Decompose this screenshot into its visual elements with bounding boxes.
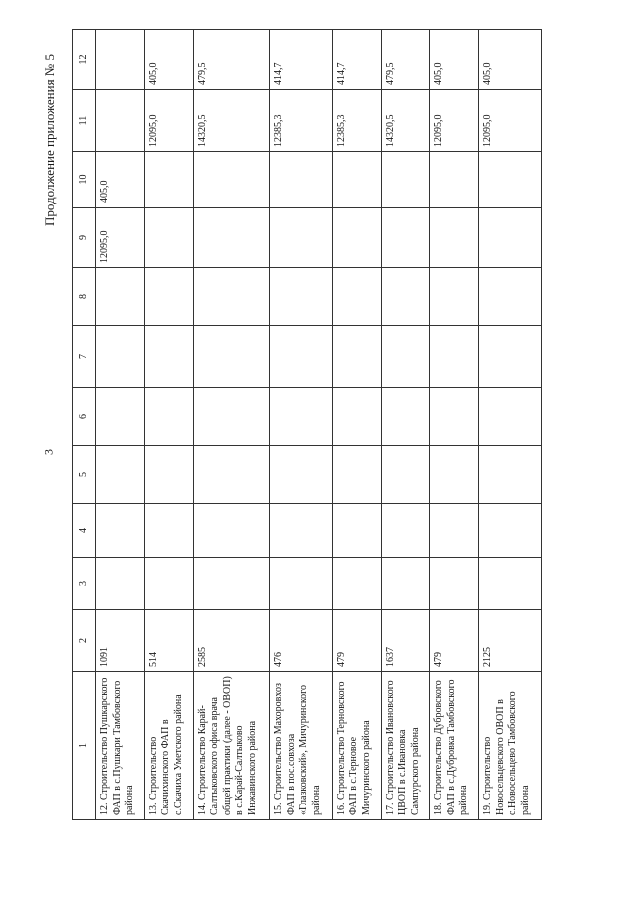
column-header: 10 <box>73 152 96 208</box>
table-cell <box>96 504 145 558</box>
table-row <box>144 30 193 820</box>
table-cell <box>193 326 269 388</box>
table-cell: 2585 <box>193 610 269 672</box>
table-cell <box>270 388 333 446</box>
table-cell: 12095,0 <box>144 90 193 152</box>
column-header: 1 <box>73 672 96 820</box>
table-cell <box>332 208 381 268</box>
table-cell <box>144 504 193 558</box>
table-row <box>270 30 333 820</box>
table-cell <box>332 504 381 558</box>
table-cell <box>96 30 145 90</box>
table-cell: 479,5 <box>193 30 269 90</box>
project-name-cell: 15. Строительство Махоровхоз ФАП в пос.совхоза «Глазковский», Мичуринского района <box>270 672 333 820</box>
table-cell <box>193 268 269 326</box>
appendix-caption: Продолжение приложения № 5 <box>42 54 57 226</box>
table-cell <box>332 388 381 446</box>
table-cell: 405,0 <box>479 30 542 90</box>
column-header: 4 <box>73 504 96 558</box>
table-cell <box>193 446 269 504</box>
table-cell <box>270 208 333 268</box>
column-header: 2 <box>73 610 96 672</box>
project-name-cell: 12. Строительство Пушкарского ФАП в с.Пушкари Тамбовского района <box>96 672 145 820</box>
table-cell <box>381 446 430 504</box>
table-cell <box>381 208 430 268</box>
rotated-table-wrapper <box>72 30 542 820</box>
table-cell <box>270 504 333 558</box>
table-cell: 14320,5 <box>193 90 269 152</box>
table-row <box>332 30 381 820</box>
project-name-cell: 13. Строительство Скачихинского ФАП в с.Скачиха Уметского района <box>144 672 193 820</box>
table-cell <box>96 326 145 388</box>
table-cell <box>430 326 479 388</box>
table-cell <box>332 268 381 326</box>
table-cell <box>479 268 542 326</box>
table-cell <box>430 558 479 610</box>
table-cell: 414,7 <box>332 30 381 90</box>
table-cell <box>270 268 333 326</box>
table-row <box>430 30 479 820</box>
table-cell <box>332 326 381 388</box>
table-row <box>193 30 269 820</box>
table-cell: 2125 <box>479 610 542 672</box>
column-header: 7 <box>73 326 96 388</box>
table-cell <box>270 446 333 504</box>
column-header: 11 <box>73 90 96 152</box>
table-cell <box>430 208 479 268</box>
table-cell <box>479 558 542 610</box>
table-cell <box>193 152 269 208</box>
table-cell <box>381 504 430 558</box>
table-cell <box>430 504 479 558</box>
table-cell: 405,0 <box>96 152 145 208</box>
table-cell <box>479 446 542 504</box>
table-cell <box>193 388 269 446</box>
table-cell: 405,0 <box>144 30 193 90</box>
table-cell: 12095,0 <box>96 208 145 268</box>
column-header: 8 <box>73 268 96 326</box>
project-name-cell: 14. Строительство Карай-Салтыковского офиса врача общей практики (далее - ОВОП) в с.Карай-Салтыково Инжавинского района <box>193 672 269 820</box>
table-cell <box>144 388 193 446</box>
table-cell: 479 <box>430 610 479 672</box>
table-cell: 514 <box>144 610 193 672</box>
table-cell <box>381 326 430 388</box>
table-row <box>96 30 145 820</box>
appendix-table <box>72 29 542 820</box>
column-header: 6 <box>73 388 96 446</box>
table-cell <box>332 446 381 504</box>
table-cell <box>144 208 193 268</box>
table-cell <box>430 268 479 326</box>
table-cell <box>381 152 430 208</box>
table-cell <box>479 326 542 388</box>
column-header: 9 <box>73 208 96 268</box>
table-row <box>479 30 542 820</box>
table-cell <box>479 152 542 208</box>
table-cell <box>144 268 193 326</box>
table-cell: 479 <box>332 610 381 672</box>
table-cell <box>430 446 479 504</box>
table-cell <box>270 152 333 208</box>
table-cell <box>270 558 333 610</box>
table-cell <box>144 152 193 208</box>
table-cell <box>332 558 381 610</box>
table-cell <box>193 208 269 268</box>
table-cell <box>144 326 193 388</box>
table-cell <box>430 152 479 208</box>
table-cell: 479,5 <box>381 30 430 90</box>
table-cell <box>381 388 430 446</box>
table-cell <box>332 152 381 208</box>
table-cell <box>479 208 542 268</box>
table-cell: 12385,3 <box>332 90 381 152</box>
table-cell: 1091 <box>96 610 145 672</box>
column-header: 3 <box>73 558 96 610</box>
table-cell: 414,7 <box>270 30 333 90</box>
table-header-row <box>73 30 96 820</box>
table-cell <box>193 558 269 610</box>
project-name-cell: 18. Строительство Дубровского ФАП в с.Дубровка Тамбовского района <box>430 672 479 820</box>
table-cell: 1637 <box>381 610 430 672</box>
column-header: 5 <box>73 446 96 504</box>
table-cell <box>193 504 269 558</box>
table-cell <box>381 558 430 610</box>
project-name-cell: 16. Строительство Терновского ФАП в с.Терновое Мичуринского района <box>332 672 381 820</box>
project-name-cell: 17. Строительство Ивановского ЦВОП в с.Ивановка Сампурского района <box>381 672 430 820</box>
table-cell <box>96 558 145 610</box>
table-cell: 12095,0 <box>479 90 542 152</box>
table-cell <box>381 268 430 326</box>
table-cell: 405,0 <box>430 30 479 90</box>
table-cell <box>96 268 145 326</box>
table-cell: 12095,0 <box>430 90 479 152</box>
table-cell: 14320,5 <box>381 90 430 152</box>
page-number: 3 <box>41 449 56 455</box>
table-cell <box>144 446 193 504</box>
table-cell: 476 <box>270 610 333 672</box>
table-cell <box>270 326 333 388</box>
table-row <box>381 30 430 820</box>
table-cell <box>144 558 193 610</box>
column-header: 12 <box>73 30 96 90</box>
table-cell <box>479 504 542 558</box>
table-cell <box>96 90 145 152</box>
table-cell: 12385,3 <box>270 90 333 152</box>
table-cell <box>479 388 542 446</box>
project-name-cell: 19. Строительство Новосельцевского ОВОП в с.Новосельцево Тамбовского района <box>479 672 542 820</box>
table-cell <box>96 388 145 446</box>
table-cell <box>96 446 145 504</box>
table-cell <box>430 388 479 446</box>
